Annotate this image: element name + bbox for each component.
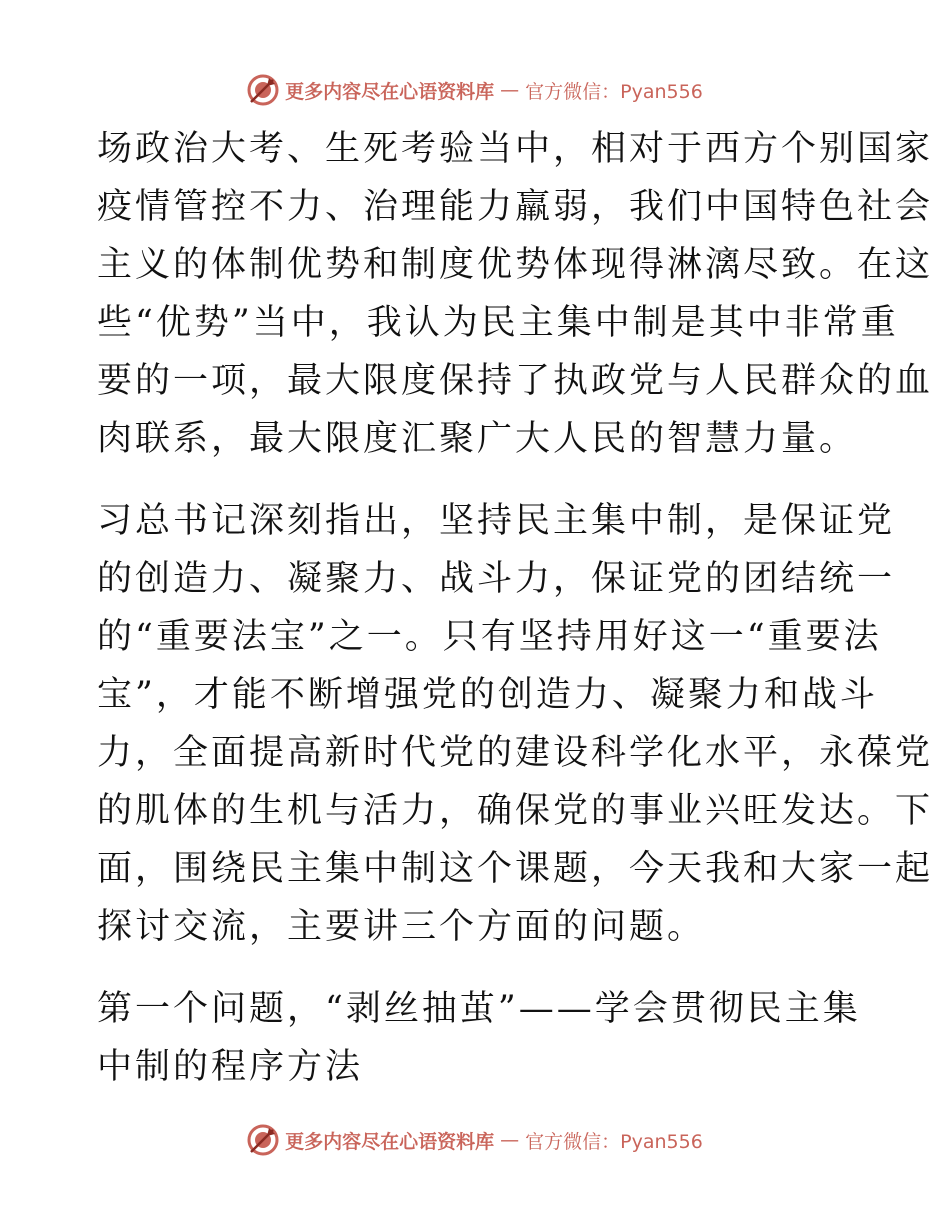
paragraph-spacer bbox=[97, 468, 857, 492]
text-line: 主义的体制优势和制度优势体现得淋漓尽致。在这 bbox=[97, 245, 934, 285]
paragraph-2 bbox=[97, 492, 934, 956]
footer-watermark bbox=[0, 1120, 950, 1160]
quill-seal-logo bbox=[247, 1124, 279, 1156]
text-line: 的肌体的生机与活力，确保党的事业兴旺发达。下 bbox=[97, 791, 934, 831]
text-line: 疫情管控不力、治理能力羸弱，我们中国特色社会 bbox=[97, 187, 934, 227]
watermark-dash: — bbox=[500, 1129, 520, 1151]
watermark-main-text: 更多内容尽在心语资料库 bbox=[285, 80, 495, 103]
text-line: 力，全面提高新时代党的建设科学化水平，永葆党 bbox=[97, 733, 934, 773]
watermark-dash: — bbox=[500, 79, 520, 101]
text-line: 习总书记深刻指出，坚持民主集中制，是保证党 bbox=[97, 501, 896, 541]
header-watermark bbox=[0, 70, 950, 110]
text-line: 要的一项，最大限度保持了执政党与人民群众的血 bbox=[97, 361, 934, 401]
quill-seal-logo bbox=[247, 74, 279, 106]
text-line: 些“优势”当中，我认为民主集中制是其中非常重 bbox=[97, 303, 899, 343]
text-line: 第一个问题，“剥丝抽茧”——学会贯彻民主集 bbox=[97, 989, 861, 1029]
watermark-wechat-text: 官方微信：Pyan556 bbox=[525, 1130, 703, 1153]
paragraph-1 bbox=[97, 120, 934, 468]
text-line: 宝”，才能不断增强党的创造力、凝聚力和战斗 bbox=[97, 675, 878, 715]
text-line: 中制的程序方法 bbox=[97, 1047, 364, 1087]
section-heading bbox=[97, 980, 861, 1096]
document-body bbox=[97, 120, 934, 1096]
watermark-main-text: 更多内容尽在心语资料库 bbox=[285, 1130, 495, 1153]
paragraph-spacer bbox=[97, 956, 857, 980]
text-line: 面，围绕民主集中制这个课题，今天我和大家一起 bbox=[97, 849, 934, 889]
text-line: 肉联系，最大限度汇聚广大人民的智慧力量。 bbox=[97, 419, 858, 459]
text-line: 的“重要法宝”之一。只有坚持用好这一“重要法 bbox=[97, 617, 882, 657]
text-line: 探讨交流，主要讲三个方面的问题。 bbox=[97, 907, 706, 947]
watermark-wechat-text: 官方微信：Pyan556 bbox=[525, 80, 703, 103]
text-line: 的创造力、凝聚力、战斗力，保证党的团结统一 bbox=[97, 559, 896, 599]
text-line: 场政治大考、生死考验当中，相对于西方个别国家 bbox=[97, 129, 934, 169]
